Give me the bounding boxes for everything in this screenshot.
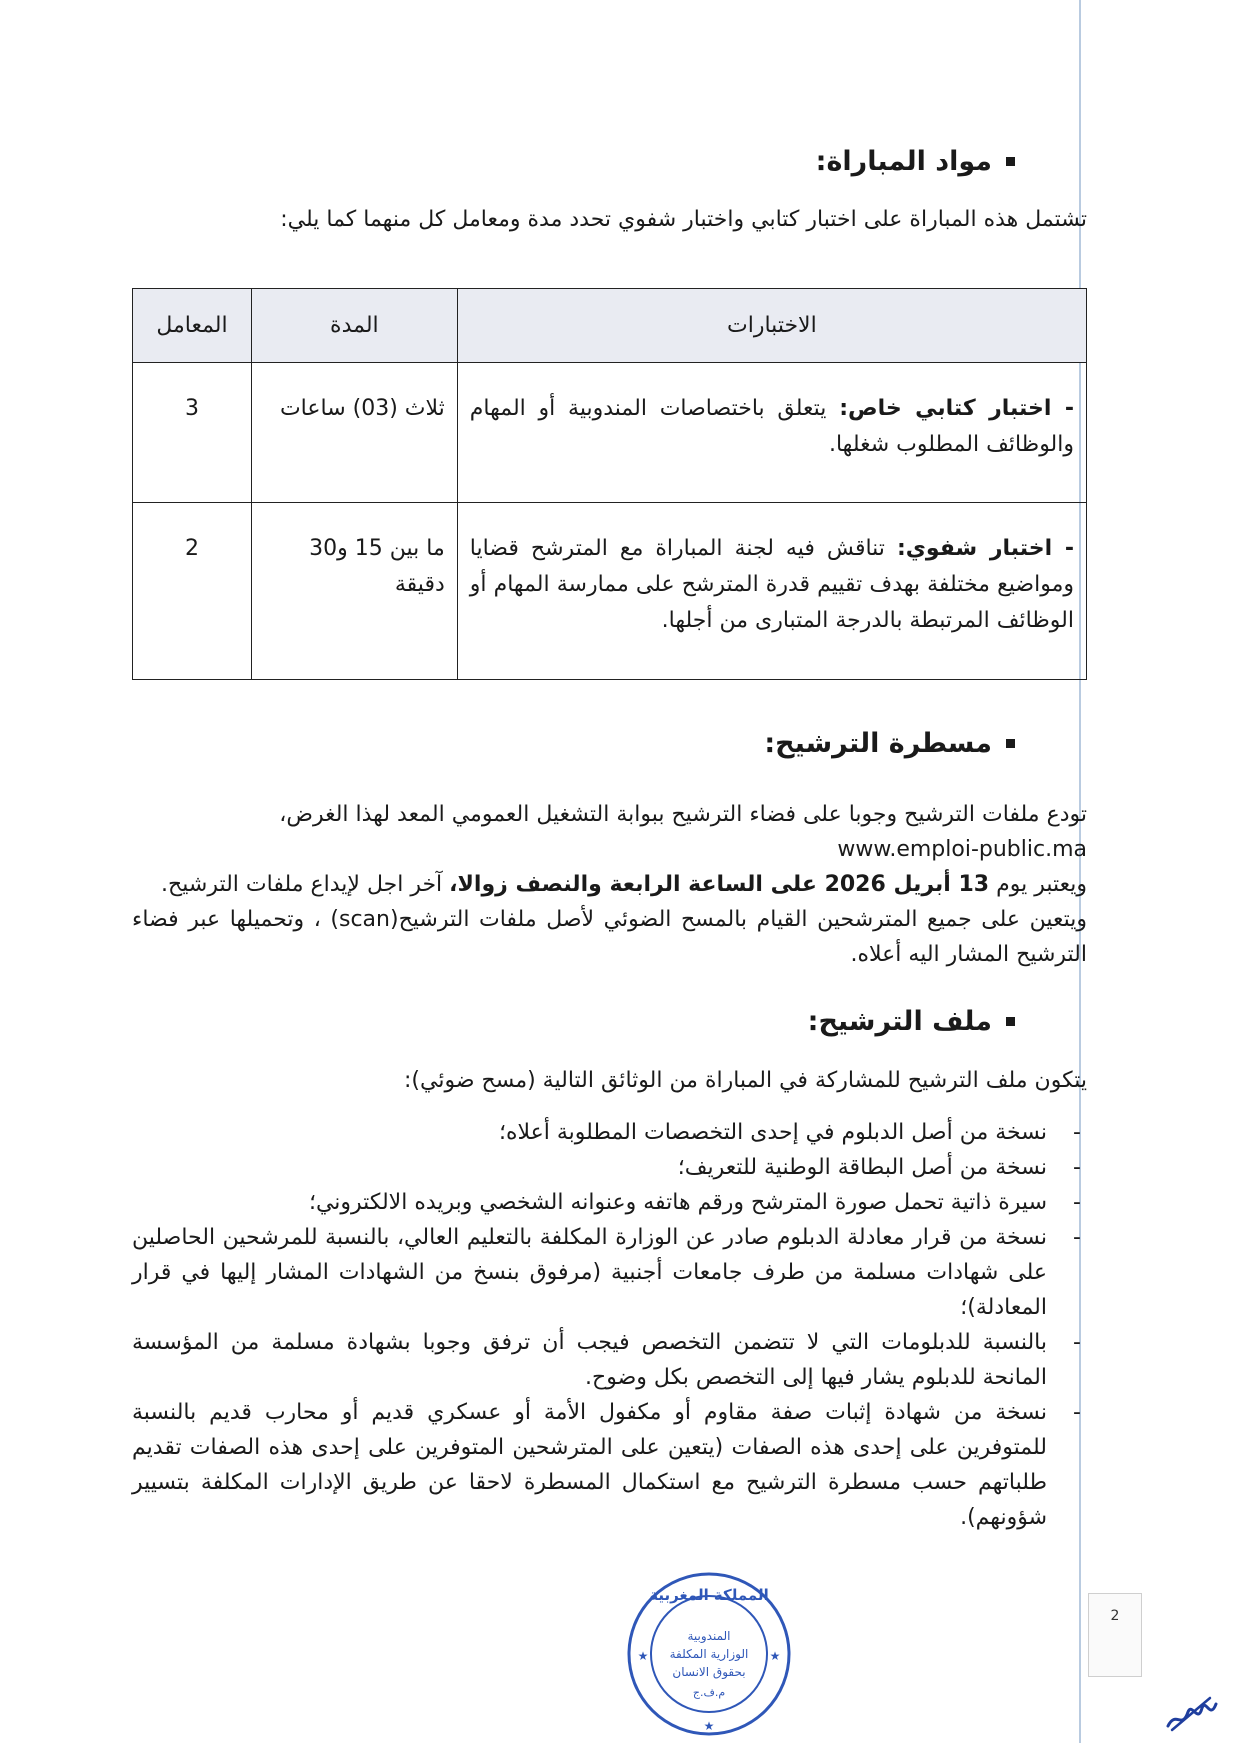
file-intro: يتكون ملف الترشيح للمشاركة في المباراة من الوثائق التالية (مسح ضوئي): <box>404 1068 1087 1093</box>
duration-cell: ثلاث (03) ساعات <box>251 363 457 503</box>
star-icon: ★ <box>703 1719 715 1733</box>
stamp-line-3: بحقوق الانسان <box>672 1665 746 1679</box>
list-item: - نسخة من أصل البطاقة الوطنية للتعريف؛ <box>677 1155 1081 1180</box>
star-icon: ★ <box>769 1649 781 1663</box>
square-bullet-icon <box>1006 157 1015 166</box>
header-tests: الاختبارات <box>457 289 1086 363</box>
official-stamp <box>625 1570 793 1738</box>
stamp-line-2: الوزارية المكلفة <box>669 1647 749 1661</box>
test-cell <box>457 363 1086 503</box>
list-item: - نسخة من شهادة إثبات صفة مقاوم أو مكفول الأمة أو عسكري قديم أو محارب قديم بالنسبة للمتوفرين على إحدى هذه الصفات (يتعين على المترشحين المتوفرين على إحدى هذه الصفات تقديم طلباتهم حسب مسطرة الترشيح مع استكمال المسطرة لاحقا عن طريق الإدارات المكلفة بتسيير شؤونهم). <box>132 1400 1081 1530</box>
list-item: - سيرة ذاتية تحمل صورة المترشح ورقم هاتفه وعنوانه الشخصي وبريده الالكتروني؛ <box>308 1190 1081 1215</box>
stamp-outer-text: المملكة المغربية <box>649 1586 769 1604</box>
table-row <box>133 503 1087 680</box>
header-duration: المدة <box>251 289 457 363</box>
deadline: 13 أبريل 2026 على الساعة الرابعة والنصف زوالا، <box>449 872 990 897</box>
portal-url: www.emploi-public.ma <box>837 837 1087 862</box>
signature-initials <box>1162 1690 1222 1736</box>
list-item: - بالنسبة للدبلومات التي لا تتضمن التخصص فيجب أن ترفق وجوبا بشهادة مسلمة من المؤسسة المانحة للدبلوم يشار فيها إلى التخصص بكل وضوح. <box>132 1330 1081 1390</box>
stamp-line-1: المندوبية <box>687 1629 731 1643</box>
documents-list <box>132 1115 1087 1535</box>
section-title-procedure: مسطرة الترشيح: <box>764 728 1015 759</box>
procedure-line-3: ويتعين على جميع المترشحين القيام بالمسح الضوئي لأصل ملفات الترشيح(scan) ، وتحميلها عبر فضاء الترشيح المشار اليه أعلاه. <box>132 907 1088 967</box>
test-text: تناقش فيه لجنة المباراة مع المترشح قضايا ومواضيع مختلفة بهدف تقييم قدرة المترشح على ممارسة المهام أو الوظائف المرتبطة بالدرجة المتبارى من أجلها. <box>469 536 1074 633</box>
procedure-text <box>132 797 1087 972</box>
section-title-subjects: مواد المباراة: <box>816 146 1015 177</box>
tests-table <box>132 288 1087 680</box>
section-title-file: ملف الترشيح: <box>808 1006 1015 1037</box>
table-header-row <box>133 289 1087 363</box>
coef-cell: 2 <box>133 503 252 680</box>
stamp-code: م.ف.ج <box>692 1686 726 1699</box>
list-item: - نسخة من أصل الدبلوم في إحدى التخصصات المطلوبة أعلاه؛ <box>498 1120 1081 1145</box>
subjects-intro: تشتمل هذه المباراة على اختبار كتابي واختبار شفوي تحدد مدة ومعامل كل منهما كما يلي: <box>280 207 1087 232</box>
table-row <box>133 363 1087 503</box>
test-label: - اختبار شفوي: <box>896 536 1074 561</box>
procedure-line-1: تودع ملفات الترشيح وجوبا على فضاء الترشيح ببوابة التشغيل العمومي المعد لهذا الغرض، <box>279 802 1087 827</box>
header-coef: المعامل <box>133 289 252 363</box>
test-text: يتعلق باختصاصات المندوبية أو المهام والوظائف المطلوب شغلها. <box>469 396 1074 457</box>
square-bullet-icon <box>1006 1017 1015 1026</box>
duration-cell: ما بين 15 و30 دقيقة <box>251 503 457 680</box>
star-icon: ★ <box>637 1649 649 1663</box>
square-bullet-icon <box>1006 739 1015 748</box>
test-label: - اختبار كتابي خاص: <box>839 396 1074 421</box>
page-number: 2 <box>1088 1593 1142 1677</box>
coef-cell: 3 <box>133 363 252 503</box>
procedure-line-2: ويعتبر يوم 13 أبريل 2026 على الساعة الرابعة والنصف زوالا، آخر اجل لإيداع ملفات الترشيح. <box>161 872 1087 897</box>
list-item: - نسخة من قرار معادلة الدبلوم صادر عن الوزارة المكلفة بالتعليم العالي، بالنسبة للمرشحين الحاصلين على شهادات مسلمة من طرف جامعات أجنبية (مرفوق بنسخ من الشهادات المشار إليها في قرار المعادلة)؛ <box>132 1225 1081 1320</box>
test-cell <box>457 503 1086 680</box>
